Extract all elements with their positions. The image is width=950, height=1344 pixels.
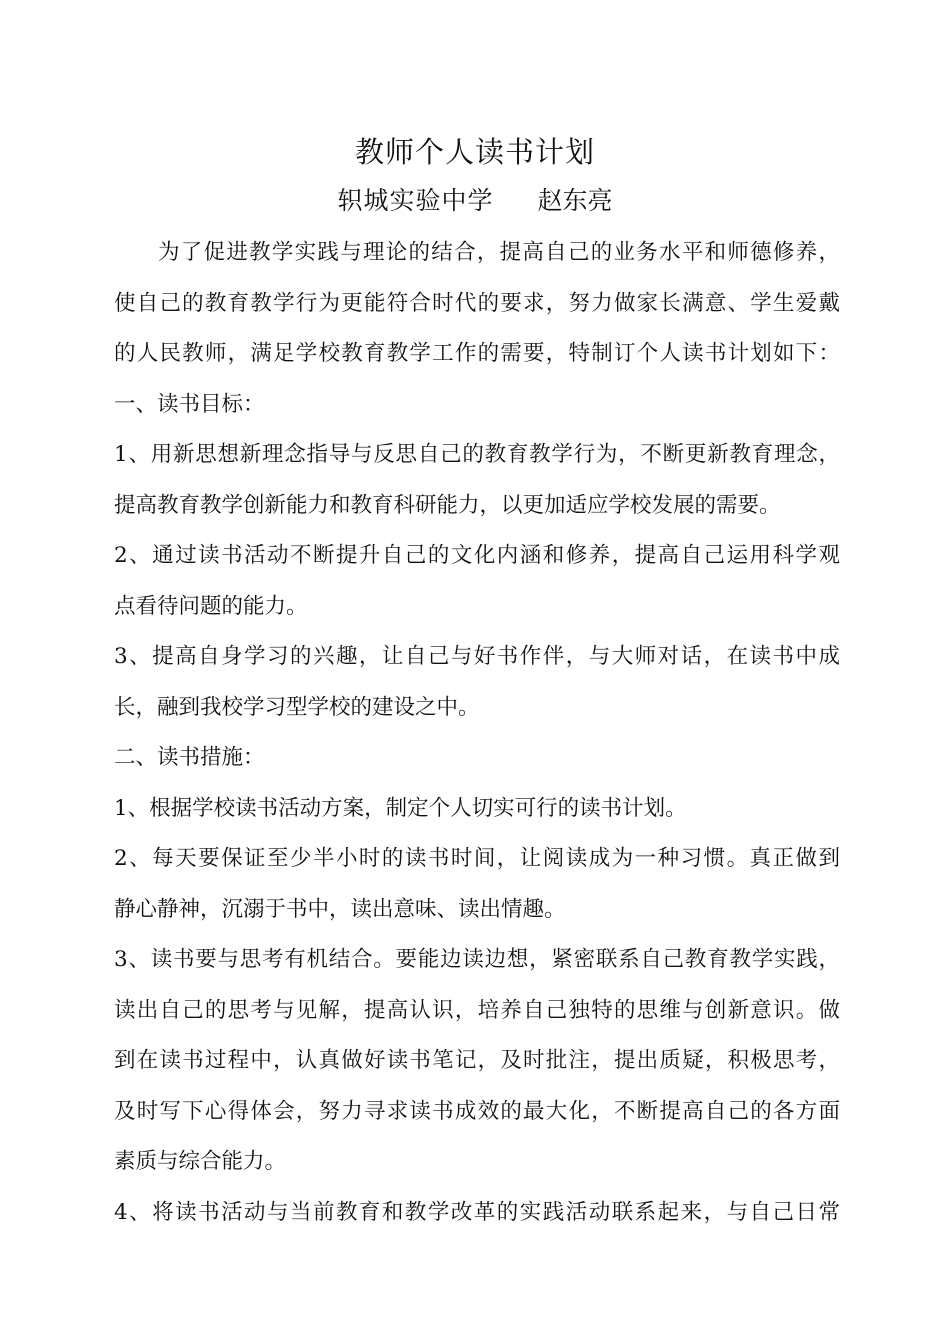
document-body bbox=[114, 228, 840, 1238]
paragraph-line: 4、将读书活动与当前教育和教学改革的实践活动联系起来，与自己日常 bbox=[114, 1199, 840, 1225]
author-school: 轵城实验中学 bbox=[337, 186, 494, 215]
paragraph-line: 2、每天要保证至少半小时的读书时间，让阅读成为一种习惯。真正做到 bbox=[114, 846, 840, 871]
paragraph-line: 点看待问题的能力。 bbox=[114, 593, 308, 619]
paragraph-line: 素质与综合能力。 bbox=[114, 1149, 287, 1174]
paragraph-line: 读出自己的思考与见解，提高认识，培养自己独特的思维与创新意识。做 bbox=[114, 997, 840, 1023]
document-byline bbox=[0, 183, 950, 219]
paragraph-line: 1、根据学校读书活动方案，制定个人切实可行的读书计划。 bbox=[114, 795, 687, 821]
paragraph-line: 到在读书过程中，认真做好读书笔记，及时批注，提出质疑，积极思考， bbox=[114, 1048, 840, 1073]
paragraph-line: 使自己的教育教学行为更能符合时代的要求，努力做家长满意、学生爱戴 bbox=[114, 290, 840, 316]
paragraph-line: 提高教育教学创新能力和教育科研能力，以更加适应学校发展的需要。 bbox=[114, 492, 781, 518]
paragraph-line: 1、用新思想新理念指导与反思自己的教育教学行为，不断更新教育理念， bbox=[114, 442, 840, 467]
paragraph-line: 静心静神，沉溺于书中，读出意味、读出情趣。 bbox=[114, 896, 566, 922]
section-heading: 一、读书目标： bbox=[114, 391, 265, 417]
document-title: 教师个人读书计划 bbox=[354, 135, 595, 169]
paragraph-line: 长，融到我校学习型学校的建设之中。 bbox=[114, 694, 480, 720]
paragraph-line: 及时写下心得体会，努力寻求读书成效的最大化，不断提高自己的各方面 bbox=[114, 1098, 840, 1124]
paragraph-line: 2、通过读书活动不断提升自己的文化内涵和修养，提高自己运用科学观 bbox=[114, 543, 840, 568]
author-name: 赵东亮 bbox=[537, 186, 613, 215]
paragraph-line: 为了促进教学实践与理论的结合，提高自己的业务水平和师德修养， bbox=[158, 240, 840, 265]
paragraph-line: 的人民教师，满足学校教育教学工作的需要，特制订个人读书计划如下： bbox=[114, 341, 840, 366]
section-heading: 二、读书措施： bbox=[114, 745, 265, 770]
paragraph-line: 3、提高自身学习的兴趣，让自己与好书作伴，与大师对话，在读书中成 bbox=[114, 644, 840, 669]
paragraph-line: 3、读书要与思考有机结合。要能边读边想，紧密联系自己教育教学实践， bbox=[114, 947, 840, 972]
